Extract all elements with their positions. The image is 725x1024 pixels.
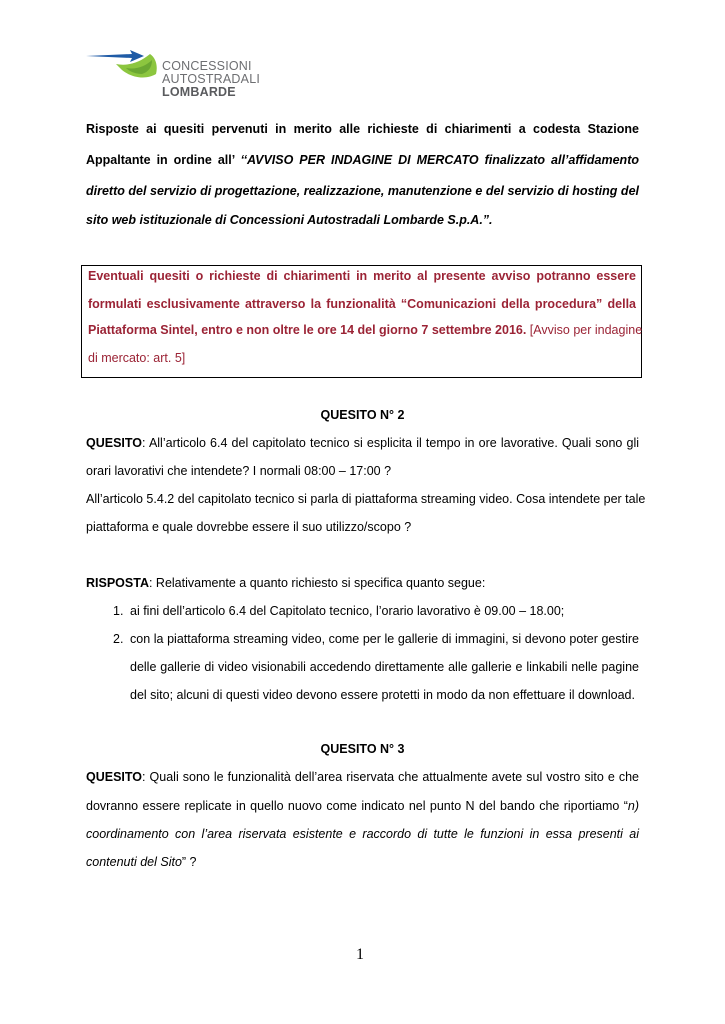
q3-line-2 bbox=[86, 799, 639, 813]
logo-line-1: CONCESSIONI bbox=[162, 59, 252, 73]
logo-line-2: AUTOSTRADALI bbox=[162, 72, 261, 86]
q2-line-2: orari lavorativi che intendete? I normali 08:00 – 17:00 ? bbox=[86, 464, 392, 478]
answer-item-1-number: 1. bbox=[113, 604, 124, 618]
page-number: 1 bbox=[356, 946, 364, 963]
answer-item-2-line-3: del sito; alcuni di questi video devono essere protetti in modo da non effettuare il download. bbox=[130, 688, 635, 702]
company-logo bbox=[86, 44, 286, 108]
q2-line-3: All’articolo 5.4.2 del capitolato tecnico si parla di piattaforma streaming video. Cosa intendete per tale bbox=[86, 492, 646, 506]
header-line-2a: Appaltante in ordine all’ bbox=[86, 153, 241, 167]
q2-answer-line-1 bbox=[86, 576, 639, 590]
notice-line-1: Eventuali quesiti o richieste di chiarimenti in merito al presente avviso potranno essere bbox=[88, 269, 636, 283]
answer-item-2-number: 2. bbox=[113, 632, 124, 646]
q2-line-1 bbox=[86, 436, 639, 450]
q3-line-4-text: ” ? bbox=[181, 855, 197, 869]
q3-line-4-italic: contenuti del Sito bbox=[86, 855, 182, 869]
q3-title: QUESITO N° 3 bbox=[320, 742, 405, 756]
q3-line-2-text: dovranno essere replicate in quello nuovo come indicato nel punto N del bando che riportiamo “ bbox=[86, 799, 628, 813]
notice-line-2: formulati esclusivamente attraverso la funzionalità “Comunicazioni della procedura” della bbox=[88, 297, 636, 311]
answer-intro: : Relativamente a quanto richiesto si specifica quanto segue: bbox=[148, 576, 486, 590]
answer-item-2-line-1: con la piattaforma streaming video, come per le gallerie di immagini, si devono poter gestire bbox=[130, 632, 639, 646]
header-line-3: diretto del servizio di progettazione, realizzazione, manutenzione e del servizio di hosting del bbox=[86, 184, 639, 198]
q3-line-3: coordinamento con l’area riservata esistente e raccordo di tutte le funzioni in essa presenti ai bbox=[86, 827, 639, 841]
logo-line-3: LOMBARDE bbox=[162, 85, 236, 99]
header-line-1: Risposte ai quesiti pervenuti in merito alle richieste di chiarimenti a codesta Stazione bbox=[86, 122, 639, 136]
q2-title: QUESITO N° 2 bbox=[320, 408, 405, 422]
notice-line-3-normal: [Avviso per indagine bbox=[526, 323, 643, 337]
q2-label: QUESITO bbox=[86, 436, 143, 450]
notice-line-3-bold: Piattaforma Sintel, entro e non oltre le ore 14 del giorno 7 settembre 2016. bbox=[88, 323, 527, 337]
q3-line-4 bbox=[86, 855, 639, 869]
answer-label: RISPOSTA bbox=[86, 576, 149, 590]
q3-line-1-text: : Quali sono le funzionalità dell’area riservata che attualmente avete sul vostro sito e che bbox=[142, 770, 639, 784]
q2-line-4: piattaforma e quale dovrebbe essere il suo utilizzo/scopo ? bbox=[86, 520, 412, 534]
answer-item-1-text: ai fini dell’articolo 6.4 del Capitolato tecnico, l’orario lavorativo è 09.00 – 18.00; bbox=[130, 604, 565, 618]
q3-line-2-italic: n) bbox=[627, 799, 639, 813]
notice-line-3 bbox=[88, 323, 643, 337]
header-line-2b: ‘‘AVVISO PER INDAGINE DI MERCATO finalizzato all’affidamento bbox=[240, 153, 639, 167]
header-line-2 bbox=[86, 153, 639, 167]
q2-line-1-text: : All’articolo 6.4 del capitolato tecnico si esplicita il tempo in ore lavorative. Quali sono gli bbox=[142, 436, 639, 450]
notice-line-4: di mercato: art. 5] bbox=[88, 351, 186, 365]
header-line-4: sito web istituzionale di Concessioni Autostradali Lombarde S.p.A.”. bbox=[86, 213, 493, 227]
answer-item-2-line-2: delle gallerie di video visionabili accedendo direttamente alle gallerie e linkabili nelle pagine bbox=[130, 660, 639, 674]
logo-swoosh-icon bbox=[86, 44, 166, 88]
q3-line-1 bbox=[86, 770, 639, 784]
q3-label: QUESITO bbox=[86, 770, 143, 784]
logo-wordmark bbox=[162, 60, 260, 99]
